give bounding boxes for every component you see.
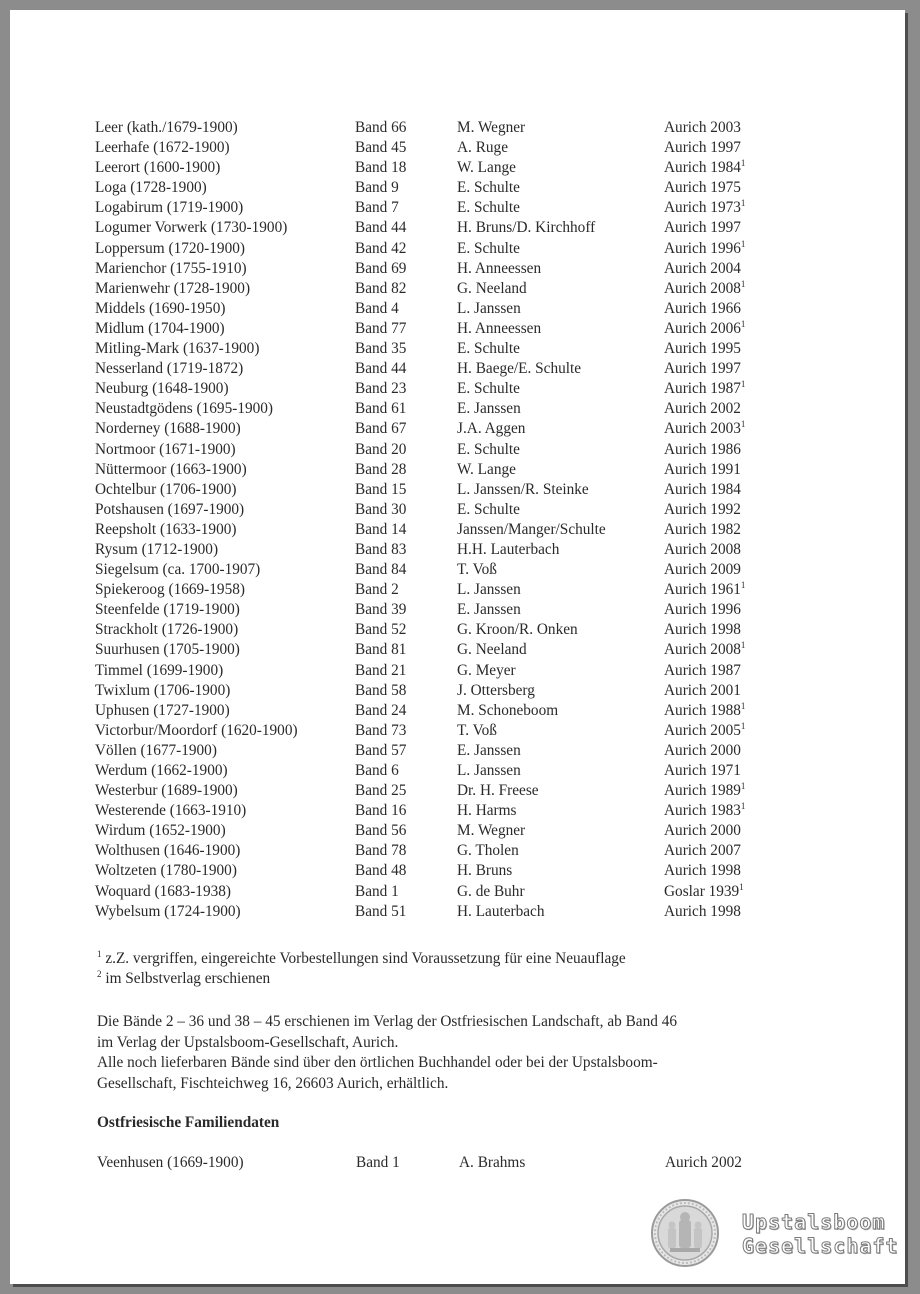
- logo-line-2: Gesellschaft: [742, 1234, 899, 1258]
- entry-place: Werdum (1662-1900): [95, 762, 228, 779]
- entry-publication: Aurich 2003: [664, 119, 741, 136]
- familiendaten-entry: [97, 1153, 797, 1173]
- list-item: [95, 178, 795, 198]
- entry-publication: Aurich 2000: [664, 822, 741, 840]
- entry-publication: Aurich 1986: [664, 440, 741, 458]
- entry-publication: [664, 701, 745, 721]
- entry-place: Marienchor (1755-1910): [95, 259, 247, 277]
- entry-band: Band 18: [355, 159, 407, 177]
- list-item: [95, 158, 795, 178]
- entry-author: L. Janssen: [457, 581, 521, 599]
- entry-band: Band 78: [355, 842, 407, 860]
- entry-author: E. Schulte: [457, 199, 520, 217]
- footnote-marker: 1: [740, 720, 746, 731]
- entry-place: Potshausen (1697-1900): [95, 500, 245, 518]
- entry-place: Strackholt (1726-1900): [95, 621, 239, 639]
- entry-publication: Aurich 2007: [664, 842, 741, 860]
- list-item: [95, 560, 795, 580]
- entry-place: Loppersum (1720-1900): [95, 239, 245, 257]
- entry-place: Westerbur (1689-1900): [95, 782, 238, 800]
- entry-band: Band 14: [355, 520, 407, 538]
- entry-place: Woltzeten (1780-1900): [95, 862, 237, 880]
- footnote-marker: 1: [740, 278, 746, 289]
- footnote-1: $^1$ z.Z. vergriffen, eingereichte Vorbestellungen sind Voraussetzung für eine Neuauflage: [97, 949, 626, 967]
- list-item: [95, 399, 795, 419]
- entry-place: Völlen (1677-1900): [95, 741, 217, 759]
- entry-place: Logabirum (1719-1900): [95, 199, 244, 217]
- entry-place: Loga (1728-1900): [95, 179, 207, 197]
- list-item: [95, 902, 795, 922]
- footnote-marker: 1: [740, 198, 746, 209]
- entry-publication: [664, 158, 745, 178]
- entry-band: Band 30: [355, 500, 407, 518]
- entry-place: Nesserland (1719-1872): [95, 360, 244, 378]
- entry-band: Band 61: [355, 400, 407, 418]
- list-item: [95, 440, 795, 460]
- entry-publication: [664, 419, 745, 439]
- paragraph-line: im Verlag der Upstalsboom-Gesellschaft, Aurich.: [97, 1033, 399, 1051]
- list-item: [95, 882, 795, 902]
- entry-publication: Aurich 2004: [664, 259, 741, 277]
- entry-band: Band 57: [355, 741, 407, 759]
- list-item: [95, 259, 795, 279]
- footnote-marker: 1: [740, 238, 746, 249]
- entry-band: Band 52: [355, 621, 407, 639]
- entry-place: Uphusen (1727-1900): [95, 701, 230, 719]
- upstalsboom-logo: [650, 1198, 900, 1276]
- entry-author: H. Anneessen: [457, 319, 542, 337]
- list-item: [95, 701, 795, 721]
- entry-band: Band 39: [355, 601, 407, 619]
- entry-author: M. Wegner: [457, 822, 526, 840]
- entry-author: G. Meyer: [457, 661, 516, 679]
- entry-author: J. Ottersberg: [457, 681, 535, 699]
- entry-place: Suurhusen (1705-1900): [95, 641, 240, 659]
- entry-publication: Aurich 1992: [664, 500, 741, 518]
- entry-author: G. Neeland: [457, 279, 527, 297]
- footnote-marker: 1: [740, 801, 746, 812]
- entry-publication: Aurich 1998: [664, 862, 741, 880]
- publication-text: Aurich 2005: [664, 721, 741, 739]
- list-item: [95, 319, 795, 339]
- entry-band: Band 48: [355, 862, 407, 880]
- entry-place: Leer (kath./1679-1900): [95, 119, 238, 136]
- entry-band: Band 77: [355, 319, 407, 337]
- entry-publication: Aurich 1991: [664, 460, 741, 478]
- entry-band: Band 42: [355, 239, 407, 257]
- entry-place: Middels (1690-1950): [95, 299, 226, 317]
- entry-publication: [664, 580, 745, 600]
- entry-author: G. de Buhr: [457, 882, 525, 900]
- entry-author: E. Schulte: [457, 500, 520, 518]
- publication-text: Aurich 1983: [664, 802, 741, 820]
- publication-text: Goslar 1939: [664, 882, 740, 900]
- entry-publication: Aurich 1998: [664, 621, 741, 639]
- entry-publication: Aurich 2008: [664, 540, 741, 558]
- list-item: [95, 339, 795, 359]
- entry-band: Band 81: [355, 641, 407, 659]
- logo-wordmark: [742, 1210, 899, 1258]
- entry-publication: Aurich 2002: [664, 400, 741, 418]
- entry-place: Nüttermoor (1663-1900): [95, 460, 247, 478]
- footnote-marker: 1: [740, 158, 746, 169]
- entry-author: E. Schulte: [457, 179, 520, 197]
- entry-band: Band 51: [355, 902, 407, 920]
- entry-author: E. Janssen: [457, 601, 521, 619]
- entry-publication: Aurich 2002: [665, 1154, 742, 1171]
- entry-place: Reepsholt (1633-1900): [95, 520, 237, 538]
- entry-author: G. Neeland: [457, 641, 527, 659]
- entry-place: Norderney (1688-1900): [95, 420, 241, 438]
- entry-author: T. Voß: [457, 721, 497, 739]
- entry-publication: Aurich 2000: [664, 741, 741, 759]
- entry-publication: Aurich 1996: [664, 601, 741, 619]
- publication-text: Aurich 1973: [664, 199, 741, 217]
- entry-band: Band 58: [355, 681, 407, 699]
- publication-list: [95, 118, 795, 922]
- logo-line-1: Upstalsboom: [742, 1210, 886, 1234]
- entry-author: L. Janssen: [457, 299, 521, 317]
- entry-publication: [664, 640, 745, 660]
- entry-place: Logumer Vorwerk (1730-1900): [95, 219, 288, 237]
- entry-publication: [664, 198, 745, 218]
- list-item: [95, 118, 795, 138]
- entry-band: Band 56: [355, 822, 407, 840]
- entry-place: Spiekeroog (1669-1958): [95, 581, 245, 599]
- entry-author: E. Janssen: [457, 400, 521, 418]
- entry-author: A. Ruge: [457, 139, 508, 157]
- entry-band: Band 1: [355, 882, 399, 900]
- entry-band: Band 15: [355, 480, 407, 498]
- entry-author: H. Bruns/D. Kirchhoff: [457, 219, 596, 237]
- entry-author: H. Harms: [457, 802, 517, 820]
- entry-place: Neustadtgödens (1695-1900): [95, 400, 274, 418]
- footnote-marker: 1: [740, 640, 746, 651]
- list-item: [95, 279, 795, 299]
- entry-publication: Aurich 1975: [664, 179, 741, 197]
- footnote-marker: 1: [740, 318, 746, 329]
- entry-author: H.H. Lauterbach: [457, 540, 560, 558]
- entry-place: Victorbur/Moordorf (1620-1900): [95, 721, 298, 739]
- entry-band: Band 69: [355, 259, 407, 277]
- entry-band: Band 4: [355, 299, 399, 317]
- list-item: [95, 359, 795, 379]
- entry-band: Band 44: [355, 219, 407, 237]
- entry-author: L. Janssen/R. Steinke: [457, 480, 589, 498]
- entry-place: Rysum (1712-1900): [95, 540, 219, 558]
- entry-place: Mitling-Mark (1637-1900): [95, 340, 260, 358]
- entry-place: Nortmoor (1671-1900): [95, 440, 236, 458]
- entry-publication: Aurich 1995: [664, 340, 741, 358]
- list-item: [95, 781, 795, 801]
- publication-text: Aurich 1988: [664, 701, 741, 719]
- list-item: [95, 299, 795, 319]
- entry-publication: [664, 239, 745, 259]
- entry-band: Band 16: [355, 802, 407, 820]
- list-item: [95, 640, 795, 660]
- entry-publication: [664, 279, 745, 299]
- entry-publication: [664, 882, 744, 902]
- document-page: [10, 10, 905, 1284]
- list-item: [95, 218, 795, 238]
- entry-band: Band 83: [355, 540, 407, 558]
- entry-author: J.A. Aggen: [457, 420, 526, 438]
- entry-band: Band 66: [355, 119, 407, 136]
- entry-place: Timmel (1699-1900): [95, 661, 224, 679]
- entry-author: L. Janssen: [457, 762, 521, 779]
- entry-band: Band 21: [355, 661, 407, 679]
- list-item: [95, 821, 795, 841]
- entry-place: Westerende (1663-1910): [95, 802, 247, 820]
- list-item: [95, 480, 795, 500]
- paragraph-line: Alle noch lieferbaren Bände sind über den örtlichen Buchhandel oder bei der Upstalsboom-: [97, 1054, 658, 1071]
- entry-author: M. Schoneboom: [457, 701, 559, 719]
- entry-place: Ochtelbur (1706-1900): [95, 480, 237, 498]
- list-item: [95, 138, 795, 158]
- footnote-marker: 1: [740, 379, 746, 390]
- entry-author: H. Bruns: [457, 862, 513, 880]
- publication-text: Aurich 1987: [664, 380, 741, 398]
- entry-author: E. Schulte: [457, 340, 520, 358]
- publication-text: Aurich 1984: [664, 159, 741, 177]
- publisher-paragraph: [97, 1012, 787, 1094]
- entry-place: Steenfelde (1719-1900): [95, 601, 240, 619]
- entry-publication: Aurich 1998: [664, 902, 741, 920]
- entry-place: Leerhafe (1672-1900): [95, 139, 230, 157]
- list-item: [95, 600, 795, 620]
- list-item: [95, 500, 795, 520]
- entry-place: Midlum (1704-1900): [95, 319, 225, 337]
- entry-place: Marienwehr (1728-1900): [95, 279, 251, 297]
- footnote-marker: 1: [739, 881, 744, 892]
- list-item: [95, 520, 795, 540]
- entry-author: E. Schulte: [457, 239, 520, 257]
- footnote-marker: 1: [740, 419, 746, 430]
- entry-publication: Aurich 1997: [664, 360, 741, 378]
- entry-band: Band 82: [355, 279, 407, 297]
- entry-publication: [664, 801, 745, 821]
- entry-place: Wirdum (1652-1900): [95, 822, 226, 840]
- entry-band: Band 2: [355, 581, 399, 599]
- entry-author: Janssen/Manger/Schulte: [457, 520, 606, 538]
- publication-text: Aurich 2006: [664, 319, 741, 337]
- seal-emblem-icon: [650, 1198, 720, 1268]
- publication-text: Aurich 2008: [664, 641, 741, 659]
- entry-band: Band 24: [355, 701, 407, 719]
- list-item: [95, 580, 795, 600]
- entry-publication: Aurich 2001: [664, 681, 741, 699]
- entry-author: E. Janssen: [457, 741, 521, 759]
- entry-place: Wolthusen (1646-1900): [95, 842, 241, 860]
- entry-band: Band 7: [355, 199, 399, 217]
- list-item: [95, 460, 795, 480]
- entry-author: A. Brahms: [459, 1154, 526, 1171]
- entry-place: Twixlum (1706-1900): [95, 681, 231, 699]
- entry-place: Siegelsum (ca. 1700-1907): [95, 561, 261, 579]
- entry-author: W. Lange: [457, 460, 516, 478]
- footnote-marker: 1: [740, 781, 746, 792]
- entry-author: E. Schulte: [457, 380, 520, 398]
- entry-author: W. Lange: [457, 159, 516, 177]
- entry-band: Band 73: [355, 721, 407, 739]
- entry-place: Woquard (1683-1938): [95, 882, 231, 900]
- entry-publication: Aurich 2009: [664, 561, 741, 579]
- entry-band: Band 1: [356, 1154, 400, 1171]
- paragraph-line: Gesellschaft, Fischteichweg 16, 26603 Aurich, erhältlich.: [97, 1074, 449, 1092]
- entry-author: H. Anneessen: [457, 259, 542, 277]
- list-item: [95, 419, 795, 439]
- entry-publication: Aurich 1984: [664, 480, 741, 498]
- publication-text: Aurich 2008: [664, 279, 741, 297]
- entry-publication: [664, 319, 745, 339]
- entry-publication: Aurich 1997: [664, 219, 741, 237]
- paragraph-line: Die Bände 2 – 36 und 38 – 45 erschienen im Verlag der Ostfriesischen Landschaft, ab Band 46: [97, 1013, 677, 1030]
- entry-band: Band 28: [355, 460, 407, 478]
- entry-publication: [664, 379, 745, 399]
- entry-author: M. Wegner: [457, 119, 526, 136]
- list-item: [95, 841, 795, 861]
- section-heading: Ostfriesische Familiendaten: [97, 1114, 280, 1131]
- entry-band: Band 9: [355, 179, 399, 197]
- entry-place: Neuburg (1648-1900): [95, 380, 229, 398]
- entry-publication: Aurich 1997: [664, 139, 741, 157]
- publication-text: Aurich 1996: [664, 239, 741, 257]
- entry-place: Wybelsum (1724-1900): [95, 902, 241, 920]
- entry-publication: [664, 721, 745, 741]
- entry-author: Dr. H. Freese: [457, 782, 539, 800]
- list-item: [95, 721, 795, 741]
- list-item: [95, 741, 795, 761]
- entry-publication: Aurich 1987: [664, 661, 741, 679]
- entry-place: Veenhusen (1669-1900): [97, 1154, 244, 1171]
- entry-author: H. Baege/E. Schulte: [457, 360, 582, 378]
- entry-publication: [664, 781, 745, 801]
- footnote-marker: 1: [740, 580, 746, 591]
- entry-author: G. Tholen: [457, 842, 519, 860]
- entry-band: Band 6: [355, 762, 399, 779]
- entry-band: Band 23: [355, 380, 407, 398]
- list-item: [95, 379, 795, 399]
- entry-publication: Aurich 1971: [664, 762, 741, 779]
- entry-author: G. Kroon/R. Onken: [457, 621, 578, 639]
- entry-publication: Aurich 1982: [664, 520, 741, 538]
- entry-band: Band 45: [355, 139, 407, 157]
- list-item: [95, 540, 795, 560]
- list-item: [95, 198, 795, 218]
- entry-author: H. Lauterbach: [457, 902, 545, 920]
- entry-band: Band 35: [355, 340, 407, 358]
- list-item: [95, 861, 795, 881]
- footnote-2: $^2$ im Selbstverlag erschienen: [97, 969, 271, 987]
- list-item: [95, 620, 795, 640]
- entry-band: Band 84: [355, 561, 407, 579]
- publication-text: Aurich 2003: [664, 420, 741, 438]
- list-item: [95, 681, 795, 701]
- entry-band: Band 25: [355, 782, 407, 800]
- entry-publication: Aurich 1966: [664, 299, 741, 317]
- footnotes: [97, 949, 797, 989]
- footnote-marker: 1: [740, 700, 746, 711]
- entry-place: Leerort (1600-1900): [95, 159, 221, 177]
- entry-author: E. Schulte: [457, 440, 520, 458]
- entry-band: Band 44: [355, 360, 407, 378]
- list-item: [95, 661, 795, 681]
- publication-text: Aurich 1989: [664, 782, 741, 800]
- entry-band: Band 67: [355, 420, 407, 438]
- list-item: [95, 761, 795, 781]
- entry-author: T. Voß: [457, 561, 497, 579]
- entry-band: Band 20: [355, 440, 407, 458]
- publication-text: Aurich 1961: [664, 581, 741, 599]
- list-item: [95, 239, 795, 259]
- list-item: [95, 801, 795, 821]
